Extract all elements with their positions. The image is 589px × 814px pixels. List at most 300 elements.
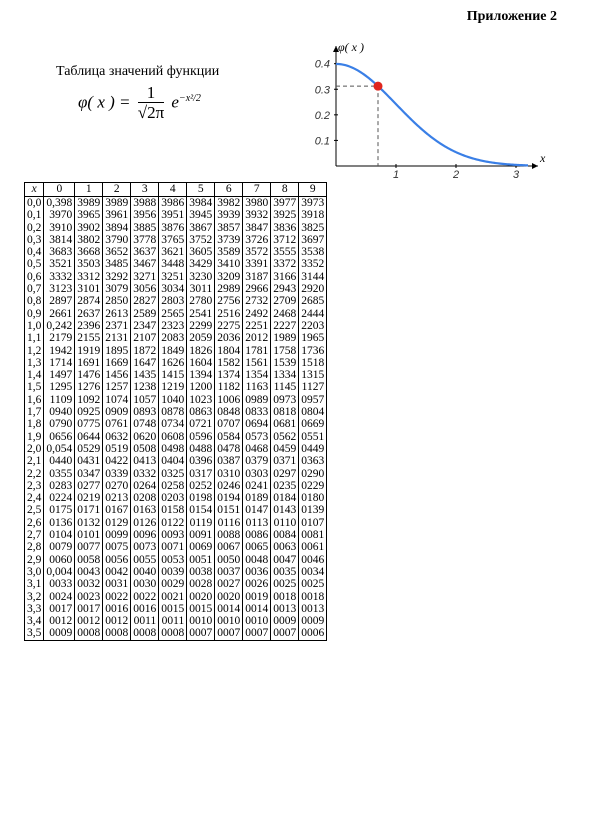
table-cell: 0332	[131, 468, 159, 480]
table-cell: 0042	[103, 566, 131, 578]
table-cell: 0804	[299, 406, 327, 418]
table-cell: 0707	[215, 418, 243, 430]
table-cell: 3885	[131, 222, 159, 234]
table-cell: 0036	[243, 566, 271, 578]
row-x-value: 1,0	[25, 320, 44, 332]
table-cell: 0032	[75, 578, 103, 590]
table-cell: 0551	[299, 431, 327, 443]
column-header-8: 8	[271, 183, 299, 197]
table-cell: 2637	[75, 308, 103, 320]
table-cell: 3778	[131, 234, 159, 246]
table-cell: 1127	[299, 381, 327, 393]
table-cell: 3079	[103, 283, 131, 295]
table-cell: 2468	[271, 308, 299, 320]
row-x-value: 0,5	[25, 258, 44, 270]
table-row	[25, 381, 327, 393]
table-cell: 0136	[44, 517, 75, 529]
table-cell: 0047	[271, 554, 299, 566]
table-cell: 0761	[103, 418, 131, 430]
table-cell: 0224	[44, 492, 75, 504]
table-cell: 0508	[131, 443, 159, 455]
table-cell: 0818	[271, 406, 299, 418]
table-cell: 2989	[215, 283, 243, 295]
table-cell: 0084	[271, 529, 299, 541]
table-row	[25, 603, 327, 615]
table-cell: 0573	[243, 431, 271, 443]
table-cell: 2155	[75, 332, 103, 344]
table-cell: 0167	[103, 504, 131, 516]
table-cell: 0154	[187, 504, 215, 516]
table-cell: 2709	[271, 295, 299, 307]
table-cell: 2516	[215, 308, 243, 320]
table-cell: 0043	[75, 566, 103, 578]
appendix-label: Приложение 2	[466, 9, 557, 24]
table-cell: 0024	[44, 591, 75, 603]
table-cell: 0656	[44, 431, 75, 443]
table-cell: 0371	[271, 455, 299, 467]
table-cell: 0213	[103, 492, 131, 504]
table-cell: 0012	[75, 615, 103, 627]
table-cell: 3668	[75, 246, 103, 258]
table-cell: 0468	[243, 443, 271, 455]
table-cell: 0069	[187, 541, 215, 553]
table-cell: 0119	[187, 517, 215, 529]
table-cell: 3876	[159, 222, 187, 234]
table-cell: 0035	[271, 566, 299, 578]
row-x-value: 0,3	[25, 234, 44, 246]
row-x-value: 3,4	[25, 615, 44, 627]
table-cell: 3925	[271, 209, 299, 221]
table-cell: 0056	[103, 554, 131, 566]
table-cell: 0007	[187, 627, 215, 640]
table-cell: 1109	[44, 394, 75, 406]
table-cell: 1295	[44, 381, 75, 393]
table-cell: 0015	[187, 603, 215, 615]
table-cell: 2780	[187, 295, 215, 307]
row-x-value: 3,2	[25, 591, 44, 603]
table-cell: 1163	[243, 381, 271, 393]
table-cell: 0833	[243, 406, 271, 418]
table-row	[25, 541, 327, 553]
table-cell: 1023	[187, 394, 215, 406]
table-row	[25, 308, 327, 320]
table-cell: 1669	[103, 357, 131, 369]
table-cell: 3209	[215, 271, 243, 283]
table-row	[25, 234, 327, 246]
table-cell: 0018	[299, 591, 327, 603]
table-caption: Таблица значений функции	[56, 64, 220, 79]
row-x-value: 3,3	[25, 603, 44, 615]
table-cell: 0110	[271, 517, 299, 529]
table-cell: 1374	[215, 369, 243, 381]
table-header-row	[25, 183, 327, 197]
table-cell: 0440	[44, 455, 75, 467]
y-axis-label: φ( x )	[338, 40, 364, 54]
table-cell: 1354	[243, 369, 271, 381]
table-cell: 0290	[299, 468, 327, 480]
table-cell: 3836	[271, 222, 299, 234]
table-cell: 2371	[103, 320, 131, 332]
table-cell: 1057	[131, 394, 159, 406]
table-row	[25, 258, 327, 270]
table-cell: 0387	[215, 455, 243, 467]
table-cell: 0184	[271, 492, 299, 504]
table-row	[25, 566, 327, 578]
table-cell: 1781	[243, 345, 271, 357]
table-cell: 0012	[44, 615, 75, 627]
table-cell: 0171	[75, 504, 103, 516]
table-row	[25, 332, 327, 344]
row-x-value: 1,7	[25, 406, 44, 418]
table-cell: 0,242	[44, 320, 75, 332]
table-cell: 0973	[271, 394, 299, 406]
table-cell: 0878	[159, 406, 187, 418]
table-cell: 3538	[299, 246, 327, 258]
table-cell: 1736	[299, 345, 327, 357]
table-cell: 0478	[215, 443, 243, 455]
table-cell: 1919	[75, 345, 103, 357]
table-cell: 0,004	[44, 566, 75, 578]
table-row	[25, 492, 327, 504]
table-cell: 3980	[243, 197, 271, 210]
table-cell: 3166	[271, 271, 299, 283]
table-cell: 3555	[271, 246, 299, 258]
table-cell: 2275	[215, 320, 243, 332]
table-cell: 0014	[215, 603, 243, 615]
table-cell: 1561	[243, 357, 271, 369]
table-row	[25, 529, 327, 541]
table-cell: 0009	[44, 627, 75, 640]
table-row	[25, 480, 327, 492]
table-cell: 3825	[299, 222, 327, 234]
table-cell: 0957	[299, 394, 327, 406]
row-x-value: 0,7	[25, 283, 44, 295]
table-cell: 2131	[103, 332, 131, 344]
table-cell: 0297	[271, 468, 299, 480]
formula-fraction	[138, 84, 164, 123]
table-cell: 0909	[103, 406, 131, 418]
table-cell: 3939	[215, 209, 243, 221]
table-cell: 0488	[187, 443, 215, 455]
table-cell: 0077	[75, 541, 103, 553]
table-cell: 3485	[103, 258, 131, 270]
table-cell: 0241	[243, 480, 271, 492]
table-cell: 0,398	[44, 197, 75, 210]
table-cell: 0198	[187, 492, 215, 504]
table-cell: 2083	[159, 332, 187, 344]
table-cell: 0189	[243, 492, 271, 504]
table-cell: 1456	[103, 369, 131, 381]
table-cell: 0046	[299, 554, 327, 566]
table-cell: 0270	[103, 480, 131, 492]
table-cell: 3292	[103, 271, 131, 283]
table-row	[25, 209, 327, 221]
table-cell: 2565	[159, 308, 187, 320]
table-cell: 0175	[44, 504, 75, 516]
formula-exponent: −x²/2	[178, 92, 201, 104]
table-cell: 0519	[103, 443, 131, 455]
table-cell: 3814	[44, 234, 75, 246]
table-cell: 0219	[75, 492, 103, 504]
table-cell: 3572	[243, 246, 271, 258]
table-cell: 3697	[299, 234, 327, 246]
table-cell: 1476	[75, 369, 103, 381]
table-cell: 0006	[299, 627, 327, 640]
table-cell: 0065	[243, 541, 271, 553]
table-cell: 3984	[187, 197, 215, 210]
table-cell: 3621	[159, 246, 187, 258]
row-x-value: 1,6	[25, 394, 44, 406]
table-cell: 0099	[103, 529, 131, 541]
column-header-4: 4	[159, 183, 187, 197]
table-cell: 0067	[215, 541, 243, 553]
table-cell: 0355	[44, 468, 75, 480]
row-x-value: 2,2	[25, 468, 44, 480]
table-cell: 2874	[75, 295, 103, 307]
table-cell: 0009	[299, 615, 327, 627]
table-cell: 1257	[103, 381, 131, 393]
table-cell: 1334	[271, 369, 299, 381]
table-cell: 1415	[159, 369, 187, 381]
table-cell: 3144	[299, 271, 327, 283]
table-cell: 1518	[299, 357, 327, 369]
table-cell: 3945	[187, 209, 215, 221]
table-cell: 0014	[243, 603, 271, 615]
table-cell: 0431	[75, 455, 103, 467]
table-cell: 0644	[75, 431, 103, 443]
table-cell: 0038	[187, 566, 215, 578]
table-cell: 0023	[75, 591, 103, 603]
table-cell: 3503	[75, 258, 103, 270]
y-tick-label: 0.1	[314, 135, 330, 148]
row-x-value: 0,8	[25, 295, 44, 307]
table-row	[25, 406, 327, 418]
table-cell: 0422	[103, 455, 131, 467]
table-cell: 0091	[187, 529, 215, 541]
table-cell: 2012	[243, 332, 271, 344]
table-cell: 3230	[187, 271, 215, 283]
table-cell: 0104	[44, 529, 75, 541]
table-cell: 2492	[243, 308, 271, 320]
table-cell: 3790	[103, 234, 131, 246]
table-cell: 0669	[299, 418, 327, 430]
table-row	[25, 197, 327, 210]
row-x-value: 0,0	[25, 197, 44, 210]
table-row	[25, 468, 327, 480]
table-cell: 3521	[44, 258, 75, 270]
highlight-point	[374, 82, 383, 91]
column-header-5: 5	[187, 183, 215, 197]
table-cell: 0863	[187, 406, 215, 418]
table-cell: 0025	[271, 578, 299, 590]
row-x-value: 1,5	[25, 381, 44, 393]
row-x-value: 0,2	[25, 222, 44, 234]
formula-exp-base: e	[171, 92, 179, 112]
table-cell: 3752	[187, 234, 215, 246]
table-cell: 1849	[159, 345, 187, 357]
table-cell: 1276	[75, 381, 103, 393]
table-row	[25, 431, 327, 443]
table-cell: 0017	[44, 603, 75, 615]
table-cell: 0310	[215, 468, 243, 480]
column-header-2: 2	[103, 183, 131, 197]
table-row	[25, 320, 327, 332]
row-x-value: 0,1	[25, 209, 44, 221]
table-cell: 2803	[159, 295, 187, 307]
table-cell: 0028	[187, 578, 215, 590]
table-cell: 0459	[271, 443, 299, 455]
table-row	[25, 578, 327, 590]
table-cell: 0129	[103, 517, 131, 529]
table-cell: 0010	[187, 615, 215, 627]
table-row	[25, 455, 327, 467]
row-x-value: 2,7	[25, 529, 44, 541]
row-x-value: 2,6	[25, 517, 44, 529]
table-cell: 1074	[103, 394, 131, 406]
table-cell: 0258	[159, 480, 187, 492]
table-cell: 0203	[159, 492, 187, 504]
table-cell: 0060	[44, 554, 75, 566]
table-cell: 0022	[131, 591, 159, 603]
table-cell: 0246	[215, 480, 243, 492]
table-cell: 2227	[271, 320, 299, 332]
row-x-value: 1,1	[25, 332, 44, 344]
row-x-value: 2,0	[25, 443, 44, 455]
table-cell: 0008	[159, 627, 187, 640]
table-cell: 0010	[243, 615, 271, 627]
table-cell: 0033	[44, 578, 75, 590]
table-cell: 2347	[131, 320, 159, 332]
row-x-value: 3,5	[25, 627, 44, 640]
table-cell: 1145	[271, 381, 299, 393]
table-cell: 0940	[44, 406, 75, 418]
table-cell: 1626	[159, 357, 187, 369]
table-cell: 0694	[243, 418, 271, 430]
table-cell: 0252	[187, 480, 215, 492]
row-x-value: 1,4	[25, 369, 44, 381]
table-cell: 0498	[159, 443, 187, 455]
table-cell: 2251	[243, 320, 271, 332]
table-cell: 0139	[299, 504, 327, 516]
table-cell: 0025	[299, 578, 327, 590]
table-cell: 2323	[159, 320, 187, 332]
table-cell: 3932	[243, 209, 271, 221]
table-cell: 0039	[159, 566, 187, 578]
table-cell: 2661	[44, 308, 75, 320]
table-cell: 2444	[299, 308, 327, 320]
table-cell: 0048	[243, 554, 271, 566]
table-cell: 0019	[243, 591, 271, 603]
table-cell: 0037	[215, 566, 243, 578]
formula-lhs: φ( x ) =	[78, 92, 131, 112]
table-cell: 3712	[271, 234, 299, 246]
table-cell: 0088	[215, 529, 243, 541]
table-row	[25, 246, 327, 258]
density-curve	[336, 64, 528, 165]
table-cell: 3726	[243, 234, 271, 246]
table-cell: 0158	[159, 504, 187, 516]
table-row	[25, 627, 327, 640]
table-cell: 0027	[215, 578, 243, 590]
table-cell: 0030	[131, 578, 159, 590]
table-row	[25, 357, 327, 369]
column-header-3: 3	[131, 183, 159, 197]
table-cell: 3902	[75, 222, 103, 234]
table-cell: 3589	[215, 246, 243, 258]
table-cell: 1006	[215, 394, 243, 406]
column-header-6: 6	[215, 183, 243, 197]
table-cell: 3857	[215, 222, 243, 234]
table-cell: 0107	[299, 517, 327, 529]
table-cell: 0020	[187, 591, 215, 603]
table-row	[25, 554, 327, 566]
x-tick-label: 1	[392, 169, 400, 178]
table-cell: 3429	[187, 258, 215, 270]
table-cell: 3683	[44, 246, 75, 258]
table-cell: 1647	[131, 357, 159, 369]
table-cell: 0632	[103, 431, 131, 443]
table-cell: 1539	[271, 357, 299, 369]
table-cell: 0050	[215, 554, 243, 566]
table-cell: 0040	[131, 566, 159, 578]
table-cell: 0404	[159, 455, 187, 467]
table-cell: 3332	[44, 271, 75, 283]
table-cell: 3867	[187, 222, 215, 234]
table-cell: 1238	[131, 381, 159, 393]
table-cell: 1394	[187, 369, 215, 381]
table-cell: 3312	[75, 271, 103, 283]
table-cell: 1826	[187, 345, 215, 357]
table-cell: 3056	[131, 283, 159, 295]
formula-denominator: √2π	[137, 103, 165, 122]
table-cell: 0147	[243, 504, 271, 516]
table-cell: 0011	[159, 615, 187, 627]
table-row	[25, 283, 327, 295]
y-tick-label: 0.2	[314, 109, 330, 122]
table-cell: 0017	[75, 603, 103, 615]
table-cell: 2827	[131, 295, 159, 307]
table-cell: 1895	[103, 345, 131, 357]
table-row	[25, 443, 327, 455]
table-cell: 3467	[131, 258, 159, 270]
table-cell: 0016	[131, 603, 159, 615]
table-cell: 1989	[271, 332, 299, 344]
table-cell: 2589	[131, 308, 159, 320]
table-cell: 3739	[215, 234, 243, 246]
table-cell: 0008	[75, 627, 103, 640]
table-cell: 0075	[103, 541, 131, 553]
table-cell: 3802	[75, 234, 103, 246]
table-cell: 0790	[44, 418, 75, 430]
table-cell: 0007	[271, 627, 299, 640]
table-cell: 2756	[215, 295, 243, 307]
table-cell: 0013	[271, 603, 299, 615]
table-cell: 0058	[75, 554, 103, 566]
table-cell: 3956	[131, 209, 159, 221]
table-cell: 1872	[131, 345, 159, 357]
table-cell: 0026	[243, 578, 271, 590]
row-x-value: 0,6	[25, 271, 44, 283]
table-row	[25, 517, 327, 529]
table-cell: 3986	[159, 197, 187, 210]
row-x-value: 1,2	[25, 345, 44, 357]
table-cell: 3961	[103, 209, 131, 221]
table-cell: 2850	[103, 295, 131, 307]
table-cell: 0061	[299, 541, 327, 553]
table-cell: 3988	[131, 197, 159, 210]
table-cell: 0339	[103, 468, 131, 480]
x-axis-arrow	[532, 163, 538, 169]
